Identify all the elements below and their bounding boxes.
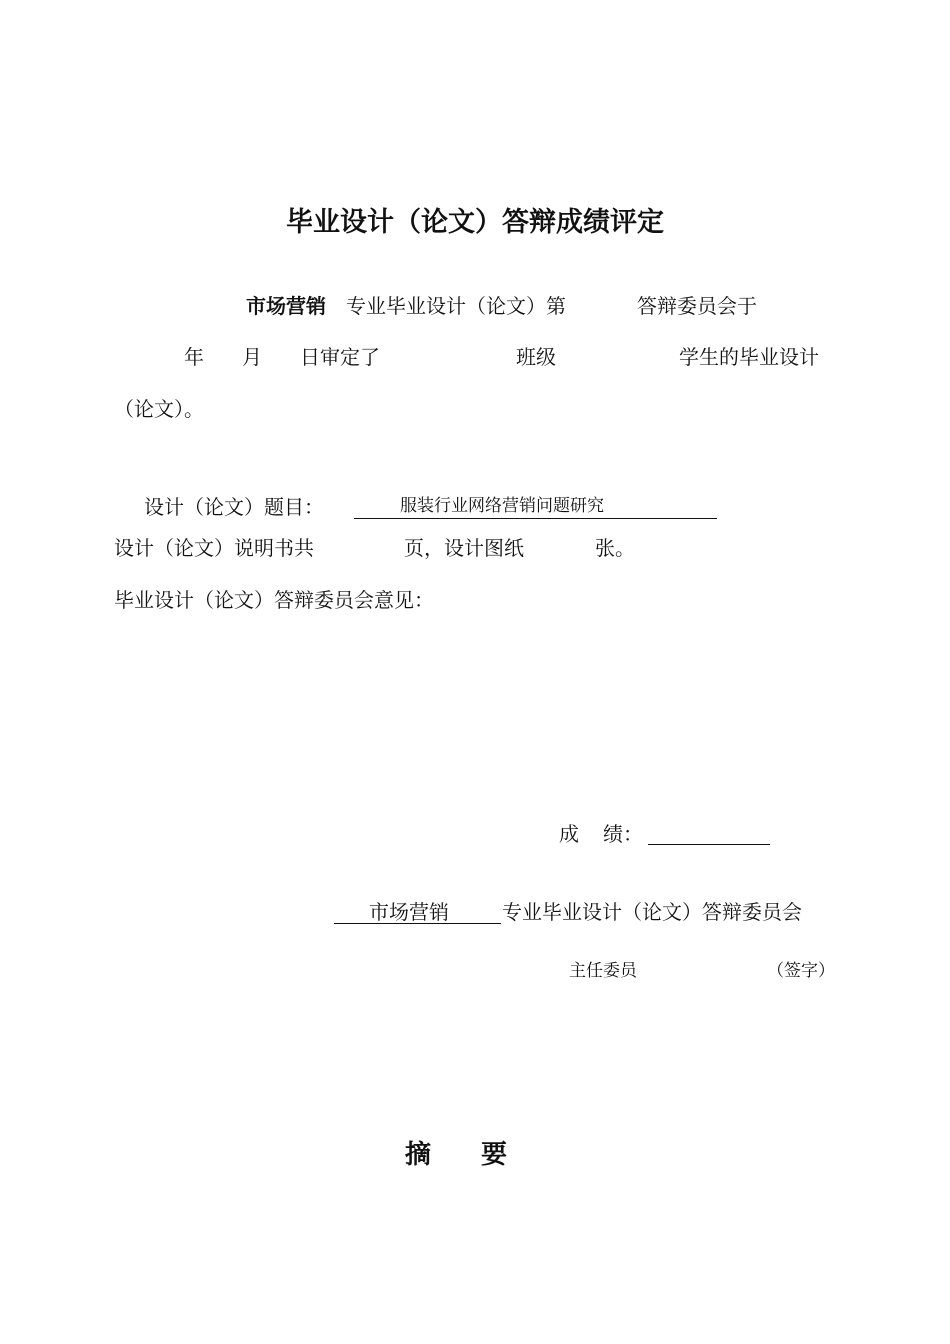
chair-label: 主任委员 bbox=[569, 961, 637, 981]
topic-underline bbox=[354, 498, 717, 519]
sign-note: （签字） bbox=[767, 961, 835, 981]
student-text: 学生的毕业设计 bbox=[679, 345, 819, 369]
grade-label-1: 成 bbox=[559, 822, 579, 846]
abstract-heading-char-2: 要 bbox=[481, 1140, 508, 1170]
committee-opinion-label: 毕业设计（论文）答辩委员会意见： bbox=[114, 588, 434, 612]
intro-line1-end: 答辩委员会于 bbox=[637, 294, 757, 318]
grade-field bbox=[648, 826, 770, 845]
grade-label-2: 绩： bbox=[603, 822, 643, 846]
pages-middle: 页，设计图纸 bbox=[404, 536, 524, 560]
class-label: 班级 bbox=[516, 345, 556, 369]
committee-major-underline bbox=[334, 902, 501, 924]
topic-value: 服装行业网络营销问题研究 bbox=[400, 496, 604, 516]
major-name: 市场营销 bbox=[246, 294, 326, 318]
intro-line1-text: 专业毕业设计（论文）第 bbox=[346, 294, 566, 318]
pages-suffix: 张。 bbox=[595, 536, 635, 560]
year-label: 年 bbox=[184, 345, 204, 369]
committee-signature-text: 专业毕业设计（论文）答辩委员会 bbox=[502, 900, 802, 924]
pages-prefix: 设计（论文）说明书共 bbox=[114, 536, 314, 560]
page-title: 毕业设计（论文）答辩成绩评定 bbox=[286, 207, 664, 238]
month-label: 月 bbox=[242, 345, 262, 369]
topic-label: 设计（论文）题目： bbox=[144, 495, 324, 519]
day-text: 日审定了 bbox=[300, 345, 380, 369]
abstract-heading-char-1: 摘 bbox=[405, 1140, 432, 1170]
intro-line3: （论文）。 bbox=[114, 397, 204, 421]
committee-major: 市场营销 bbox=[369, 900, 449, 924]
